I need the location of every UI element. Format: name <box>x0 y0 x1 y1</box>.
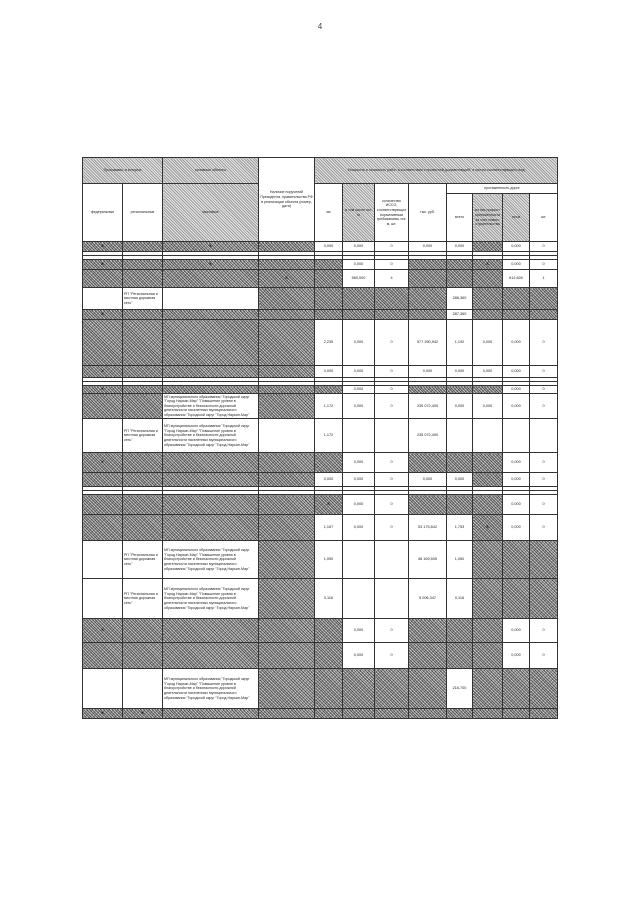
cell-length: 0,116 <box>447 579 473 619</box>
cell-regional <box>123 669 163 709</box>
cell-cost: 0,000 <box>409 366 447 378</box>
x-mark: X <box>101 368 104 374</box>
cell-cost <box>409 386 447 394</box>
x-mark: X <box>101 710 104 716</box>
cell-isso-n <box>530 709 558 719</box>
cell-increment <box>473 495 503 515</box>
header-row-2 <box>83 184 558 194</box>
cell-km <box>315 386 343 394</box>
cell-isso-n: 0 <box>530 394 558 419</box>
cell-object <box>163 288 259 310</box>
cell-federal <box>83 619 123 643</box>
cell-regional <box>123 394 163 419</box>
cell-length: 0,000 <box>447 394 473 419</box>
cell-isso-n <box>530 310 558 320</box>
cell-count: 0 <box>375 453 409 473</box>
cell-federal <box>83 419 123 453</box>
cell-isso-m <box>503 419 530 453</box>
cell-pog: 0,000 <box>343 242 375 252</box>
cell-length <box>447 495 473 515</box>
cell-length: 1,753 <box>447 515 473 541</box>
cell-count <box>375 288 409 310</box>
cell-regional <box>123 709 163 719</box>
cell-regional <box>123 366 163 378</box>
cell-cost: 5 006,347 <box>409 579 447 619</box>
cell-count <box>375 669 409 709</box>
cell-increment <box>473 386 503 394</box>
cell-pog: 0,000 <box>343 386 375 394</box>
table-row <box>83 453 558 473</box>
cell-object <box>163 709 259 719</box>
cell-count <box>375 709 409 719</box>
cell-count: 0 <box>375 366 409 378</box>
cell-regional: РП "Региональная и местная дорожная сеть" <box>123 419 163 453</box>
cell-federal <box>83 288 123 310</box>
cell-isso-n <box>530 669 558 709</box>
table-row <box>83 260 558 270</box>
header-increment: из них прирост протяженности за счет нового строительства <box>473 194 503 242</box>
cell-km: 1,050 <box>315 541 343 579</box>
cell-isso-n <box>530 541 558 579</box>
cell-isso-n: 0 <box>530 495 558 515</box>
cell-isso-n: 0 <box>530 473 558 487</box>
cell-federal <box>83 366 123 378</box>
cell-object <box>163 310 259 320</box>
cell-increment <box>473 453 503 473</box>
cell-length <box>447 386 473 394</box>
cell-regional <box>123 270 163 288</box>
table-row <box>83 320 558 366</box>
cell-length: 0,000 <box>447 473 473 487</box>
table-row <box>83 310 558 320</box>
cell-pog: 0,000 <box>343 515 375 541</box>
cell-count: 4 <box>375 270 409 288</box>
cell-count: 0 <box>375 619 409 643</box>
cell-isso-n: 0 <box>530 619 558 643</box>
x-mark: X <box>101 386 104 392</box>
cell-isso-n: 0 <box>530 515 558 541</box>
cell-object: МП муниципального образования "Городской округ "Город Нарьян-Мар" "Повышение уровня в благоустройстве и безопасности дорожной деятельности населенных муниципального образования "Городской округ "Город Нарьян-Мар" <box>163 419 259 453</box>
cell-count: 0 <box>375 515 409 541</box>
cell-instruction <box>259 288 315 310</box>
cell-pog <box>343 310 375 320</box>
cell-isso-m: 0,000 <box>503 495 530 515</box>
cell-instruction <box>259 260 315 270</box>
cell-km <box>315 453 343 473</box>
table-row <box>83 473 558 487</box>
cell-federal <box>83 669 123 709</box>
cell-federal <box>83 242 123 252</box>
cell-km: 0,000 <box>315 473 343 487</box>
cell-object <box>163 619 259 643</box>
header-sht: шт. <box>530 194 558 242</box>
header-value-group: Мощность и стоимость работ в соответствии с проектной документацией, в целом соответствующего вид <box>315 158 558 184</box>
cell-length: 1,192 <box>447 320 473 366</box>
cell-cost: 48 169,505 <box>409 541 447 579</box>
cell-instruction <box>259 270 315 288</box>
table-row <box>83 541 558 579</box>
table-row <box>83 366 558 378</box>
cell-increment <box>473 270 503 288</box>
cell-count <box>375 541 409 579</box>
cell-length: 286,360 <box>447 288 473 310</box>
cell-increment: 0,000 <box>473 366 503 378</box>
header-federal: федеральные <box>83 184 123 242</box>
cell-cost <box>409 310 447 320</box>
cell-length <box>447 619 473 643</box>
cell-isso-n <box>530 419 558 453</box>
cell-km <box>315 619 343 643</box>
cell-pog: 560,000 <box>343 270 375 288</box>
table-row <box>83 669 558 709</box>
cell-regional <box>123 320 163 366</box>
cell-object <box>163 453 259 473</box>
cell-instruction <box>259 515 315 541</box>
table-row <box>83 619 558 643</box>
cell-increment <box>473 473 503 487</box>
cell-isso-m: 0,000 <box>503 619 530 643</box>
cell-length: 216,700 <box>447 669 473 709</box>
cell-federal <box>83 541 123 579</box>
cell-cost: 235 072,400 <box>409 419 447 453</box>
cell-km: 1,172 <box>315 419 343 453</box>
cell-cost: 577 390,942 <box>409 320 447 366</box>
header-objects: основные объекты <box>163 158 259 184</box>
cell-instruction <box>259 709 315 719</box>
table-row <box>83 270 558 288</box>
cell-increment <box>473 669 503 709</box>
cell-isso-n: 0 <box>530 386 558 394</box>
cell-federal <box>83 473 123 487</box>
cell-isso-n <box>530 579 558 619</box>
cell-regional <box>123 473 163 487</box>
cell-km: 2,235 <box>315 320 343 366</box>
x-mark: X <box>285 275 288 281</box>
header-km: км <box>315 184 343 242</box>
table-row <box>83 288 558 310</box>
table-row <box>83 386 558 394</box>
x-mark: X <box>101 261 104 267</box>
cell-isso-m <box>503 709 530 719</box>
cell-federal <box>83 643 123 669</box>
cell-instruction <box>259 495 315 515</box>
cell-pog: 0,000 <box>343 366 375 378</box>
cell-federal <box>83 709 123 719</box>
cell-object <box>163 366 259 378</box>
cell-length <box>447 709 473 719</box>
cell-count: 0 <box>375 495 409 515</box>
cell-federal <box>83 495 123 515</box>
cell-isso-m <box>503 541 530 579</box>
cell-instruction <box>259 366 315 378</box>
cell-federal <box>83 515 123 541</box>
cell-regional <box>123 310 163 320</box>
header-count: количество ИССО, соответствующих нормативным требованиям, пог. м, шт. <box>375 184 409 242</box>
cell-isso-m: 0,000 <box>503 320 530 366</box>
cell-federal <box>83 453 123 473</box>
cell-pog: 0,000 <box>343 320 375 366</box>
cell-cost <box>409 270 447 288</box>
cell-increment <box>473 579 503 619</box>
cell-pog: 0,000 <box>343 643 375 669</box>
cell-cost: 0,000 <box>409 242 447 252</box>
x-mark: X <box>327 501 330 507</box>
cell-object <box>163 270 259 288</box>
cell-increment <box>473 288 503 310</box>
cell-cost <box>409 453 447 473</box>
cell-cost: 53 175,842 <box>409 515 447 541</box>
cell-cost <box>409 669 447 709</box>
cell-pog: 0,000 <box>343 394 375 419</box>
cell-km <box>315 288 343 310</box>
cell-km: 1,167 <box>315 515 343 541</box>
cell-instruction <box>259 643 315 669</box>
cell-isso-n: 0 <box>530 242 558 252</box>
cell-km <box>315 643 343 669</box>
table-row <box>83 495 558 515</box>
cell-increment <box>473 515 503 541</box>
cell-isso-m: 0,000 <box>503 515 530 541</box>
cell-isso-n: 0 <box>530 320 558 366</box>
cell-increment <box>473 709 503 719</box>
cell-km: 0,116 <box>315 579 343 619</box>
cell-count: 0 <box>375 394 409 419</box>
cell-count: 0 <box>375 242 409 252</box>
header-capacity: протяженность дорог <box>447 184 558 194</box>
cell-cost <box>409 495 447 515</box>
cell-cost <box>409 288 447 310</box>
header-row-1 <box>83 158 558 184</box>
cell-object: МП муниципального образования "Городской округ "Город Нарьян-Мар" "Повышение уровня в благоустройстве и безопасности дорожной деятельности населенных муниципального образования "Городской округ "Город Нарьян-Мар" <box>163 541 259 579</box>
cell-pog: 0,000 <box>343 495 375 515</box>
cell-regional: РП "Региональная и местная дорожная сеть" <box>123 541 163 579</box>
table-row <box>83 515 558 541</box>
cell-km: 0,000 <box>315 366 343 378</box>
cell-increment <box>473 310 503 320</box>
cell-km <box>315 260 343 270</box>
cell-increment: 0,000 <box>473 320 503 366</box>
cell-object <box>163 386 259 394</box>
cell-length <box>447 453 473 473</box>
cell-instruction <box>259 579 315 619</box>
cell-increment <box>473 242 503 252</box>
cell-increment <box>473 260 503 270</box>
x-mark: X <box>486 261 489 267</box>
cell-federal <box>83 260 123 270</box>
cell-federal <box>83 270 123 288</box>
cell-pog <box>343 288 375 310</box>
cell-isso-m: 0,000 <box>503 242 530 252</box>
cell-regional <box>123 619 163 643</box>
cell-length <box>447 260 473 270</box>
cell-isso-n: 1 <box>530 270 558 288</box>
cell-isso-m: 0,000 <box>503 643 530 669</box>
header-instruction: Наличие поручений Президента, правительства РФ в реализации объекта (номер, дата) <box>259 158 315 242</box>
cell-km <box>315 270 343 288</box>
cell-isso-m: 0,000 <box>503 260 530 270</box>
cell-pog: 0,000 <box>343 619 375 643</box>
cell-increment: 0,000 <box>473 394 503 419</box>
cell-pog <box>343 579 375 619</box>
cell-object <box>163 473 259 487</box>
cell-instruction <box>259 541 315 579</box>
cell-km <box>315 495 343 515</box>
cell-instruction <box>259 669 315 709</box>
cell-count: 0 <box>375 643 409 669</box>
cell-km: 1,172 <box>315 394 343 419</box>
cell-increment <box>473 419 503 453</box>
cell-federal <box>83 579 123 619</box>
cell-isso-m: 0,000 <box>503 386 530 394</box>
cell-object <box>163 320 259 366</box>
cell-regional: РП "Региональная и местная дорожная сеть" <box>123 579 163 619</box>
x-mark: X <box>101 627 104 633</box>
cell-length <box>447 643 473 669</box>
x-mark: X <box>101 459 104 465</box>
cell-increment <box>473 619 503 643</box>
cell-isso-n: 0 <box>530 260 558 270</box>
cell-cost <box>409 709 447 719</box>
page-number: 4 <box>317 22 323 31</box>
header-total: всего <box>447 194 473 242</box>
cell-instruction <box>259 242 315 252</box>
cell-object <box>163 495 259 515</box>
cell-isso-m <box>503 288 530 310</box>
cell-cost: 0,000 <box>409 473 447 487</box>
table-row <box>83 419 558 453</box>
cell-federal <box>83 310 123 320</box>
cell-instruction <box>259 419 315 453</box>
cell-count <box>375 579 409 619</box>
table-row <box>83 709 558 719</box>
cell-length: 0,000 <box>447 366 473 378</box>
cell-regional <box>123 643 163 669</box>
cell-cost <box>409 643 447 669</box>
cell-pog <box>343 669 375 709</box>
cell-km <box>315 669 343 709</box>
cell-pog: 0,000 <box>343 473 375 487</box>
cell-regional: РП "Региональная и местная дорожная сеть" <box>123 288 163 310</box>
cell-pog <box>343 419 375 453</box>
cell-length: 287,360 <box>447 310 473 320</box>
cell-isso-m <box>503 669 530 709</box>
cell-cost: 235 072,400 <box>409 394 447 419</box>
cell-length: 1,050 <box>447 541 473 579</box>
cell-regional <box>123 260 163 270</box>
cell-instruction <box>259 386 315 394</box>
cell-regional <box>123 453 163 473</box>
cell-pog <box>343 541 375 579</box>
x-mark: X <box>209 243 212 249</box>
cell-length <box>447 270 473 288</box>
cell-pog <box>343 709 375 719</box>
cell-isso-n: 0 <box>530 453 558 473</box>
cell-federal <box>83 386 123 394</box>
cell-instruction <box>259 394 315 419</box>
cell-count: 0 <box>375 320 409 366</box>
header-bridges: мостовые <box>163 184 259 242</box>
cell-isso-m <box>503 310 530 320</box>
header-cost: тыс. руб. <box>409 184 447 242</box>
cell-km <box>315 709 343 719</box>
cell-federal <box>83 394 123 419</box>
cell-isso-m: 0,000 <box>503 453 530 473</box>
cell-regional <box>123 386 163 394</box>
header-regional: региональные <box>123 184 163 242</box>
cell-isso-m: 612,600 <box>503 270 530 288</box>
table-row <box>83 643 558 669</box>
x-mark: X <box>101 243 104 249</box>
table-row <box>83 242 558 252</box>
cell-count <box>375 419 409 453</box>
cell-object <box>163 515 259 541</box>
header-incl-pog: в том числе пог. м <box>343 184 375 242</box>
cell-isso-m: 0,000 <box>503 394 530 419</box>
cell-object <box>163 643 259 669</box>
cell-length <box>447 419 473 453</box>
cell-regional <box>123 495 163 515</box>
cell-object: МП муниципального образования "Городской округ "Город Нарьян-Мар" "Повышение уровня в благоустройстве и безопасности дорожной деятельности населенных муниципального образования "Городской округ "Город Нарьян-Мар" <box>163 579 259 619</box>
cell-cost <box>409 260 447 270</box>
cell-instruction <box>259 320 315 366</box>
x-mark: X <box>141 710 144 716</box>
table-row <box>83 579 558 619</box>
cell-cost <box>409 619 447 643</box>
x-mark: X <box>101 311 104 317</box>
cell-isso-n: 0 <box>530 366 558 378</box>
cell-instruction <box>259 310 315 320</box>
cell-count: 0 <box>375 260 409 270</box>
cell-isso-m: 0,000 <box>503 366 530 378</box>
cell-pog: 0,000 <box>343 260 375 270</box>
cell-isso-m: 0,000 <box>503 473 530 487</box>
cell-object: МП муниципального образования "Городской округ "Город Нарьян-Мар" "Повышение уровня в благоустройстве и безопасности дорожной деятельности населенных муниципального образования "Городской округ "Город Нарьян-Мар" <box>163 669 259 709</box>
cell-count <box>375 310 409 320</box>
cell-isso-n: 0 <box>530 643 558 669</box>
document-table <box>82 157 558 719</box>
table-row <box>83 394 558 419</box>
header-pog-m: пог.м <box>503 194 530 242</box>
cell-km: 0,000 <box>315 242 343 252</box>
cell-km <box>315 310 343 320</box>
x-mark: X <box>486 524 489 530</box>
x-mark: X <box>209 261 212 267</box>
cell-instruction <box>259 619 315 643</box>
cell-pog: 0,000 <box>343 453 375 473</box>
cell-object <box>163 242 259 252</box>
cell-increment <box>473 643 503 669</box>
cell-regional <box>123 515 163 541</box>
cell-isso-m <box>503 579 530 619</box>
cell-object <box>163 260 259 270</box>
cell-instruction <box>259 473 315 487</box>
cell-length: 0,000 <box>447 242 473 252</box>
cell-isso-n <box>530 288 558 310</box>
cell-increment <box>473 541 503 579</box>
header-programs: Программы, в которых <box>83 158 163 184</box>
cell-count: 0 <box>375 473 409 487</box>
cell-object: МП муниципального образования "Городской округ "Город Нарьян-Мар" "Повышение уровня в благоустройстве и безопасности дорожной деятельности населенных муниципального образования "Городской округ "Город Нарьян-Мар" <box>163 394 259 419</box>
cell-regional <box>123 242 163 252</box>
cell-federal <box>83 320 123 366</box>
cell-instruction <box>259 453 315 473</box>
cell-count: 0 <box>375 386 409 394</box>
